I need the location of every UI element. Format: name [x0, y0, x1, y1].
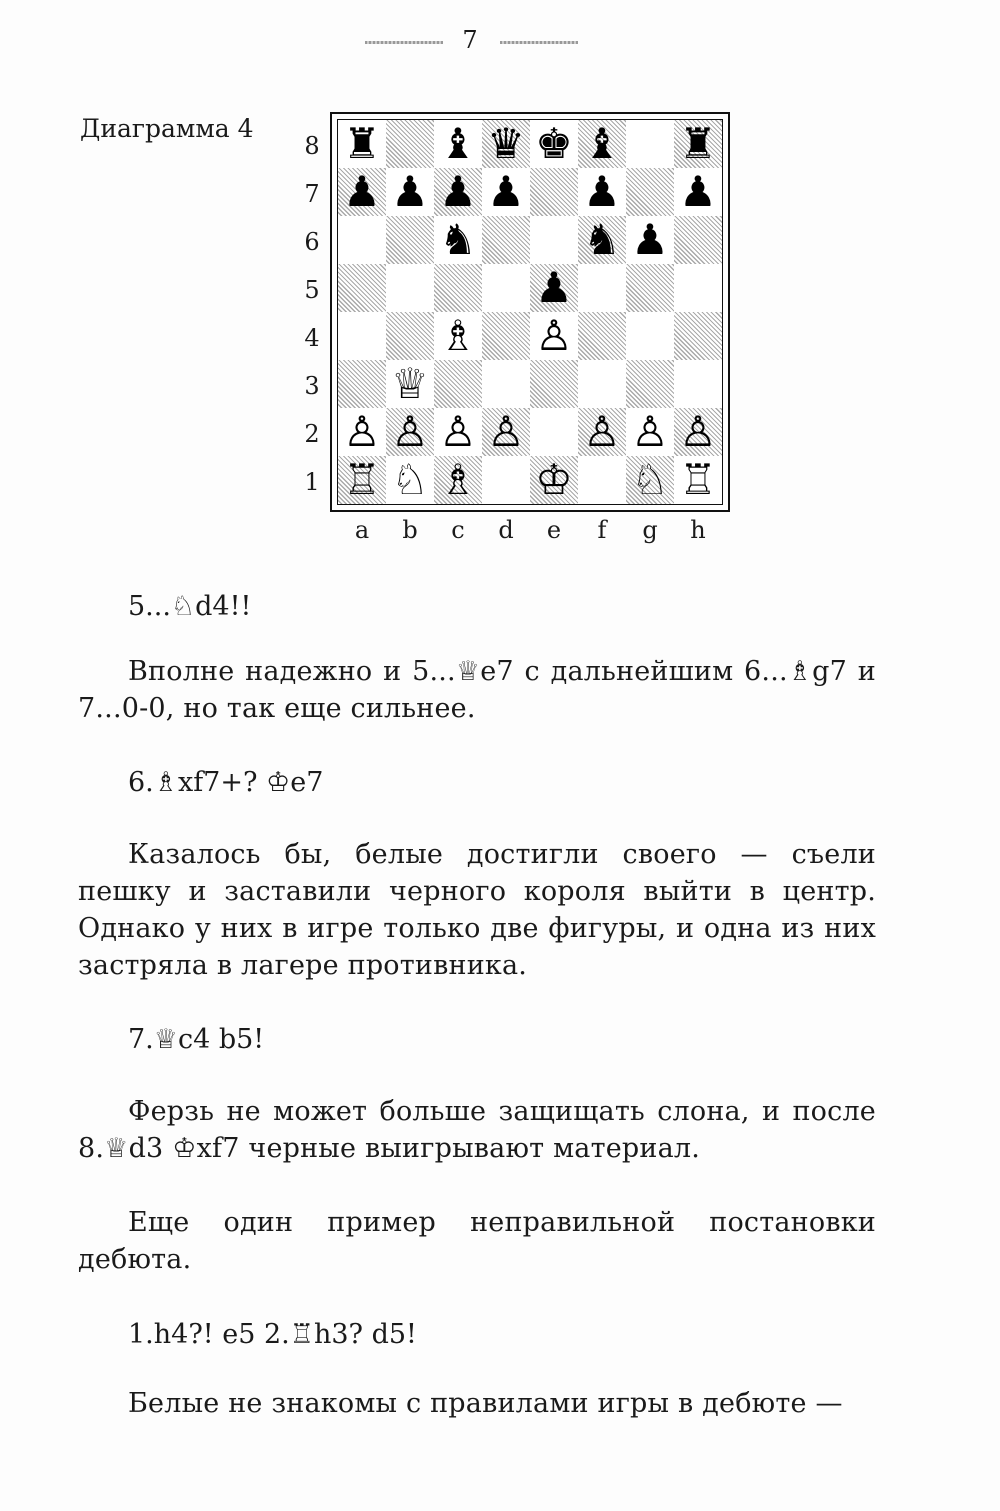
- square-c2: [434, 408, 482, 456]
- square-h8: [674, 120, 722, 168]
- rank-label-4: 4: [304, 324, 320, 352]
- square-e4: [530, 312, 578, 360]
- square-f1: [578, 456, 626, 504]
- square-d3: [482, 360, 530, 408]
- piece-h7: ♟: [679, 167, 717, 216]
- square-d1: [482, 456, 530, 504]
- square-e2: [530, 408, 578, 456]
- square-h3: [674, 360, 722, 408]
- square-f4: [578, 312, 626, 360]
- square-b5: [386, 264, 434, 312]
- square-c4: [434, 312, 482, 360]
- square-f7: [578, 168, 626, 216]
- square-b1: [386, 456, 434, 504]
- square-f6: [578, 216, 626, 264]
- square-g1: [626, 456, 674, 504]
- piece-g6: ♟: [631, 215, 669, 264]
- square-c6: [434, 216, 482, 264]
- square-e3: [530, 360, 578, 408]
- square-d4: [482, 312, 530, 360]
- file-label-e: e: [546, 516, 562, 544]
- square-e6: [530, 216, 578, 264]
- board-grid: [337, 119, 723, 505]
- piece-c1: ♗: [439, 455, 477, 504]
- square-c1: [434, 456, 482, 504]
- square-b8: [386, 120, 434, 168]
- square-f8: [578, 120, 626, 168]
- move-line-3: 7.♕c4 b5!: [128, 1024, 265, 1055]
- square-a4: [338, 312, 386, 360]
- file-label-c: c: [451, 516, 465, 544]
- square-f5: [578, 264, 626, 312]
- square-g4: [626, 312, 674, 360]
- rank-label-8: 8: [304, 132, 320, 160]
- square-b4: [386, 312, 434, 360]
- piece-a2: ♙: [343, 407, 381, 456]
- square-e1: [530, 456, 578, 504]
- paragraph-3: Ферзь не может больше защищать слона, и после 8.♕d3 ♔xf7 черные выигрывают материал.: [78, 1096, 876, 1164]
- square-d6: [482, 216, 530, 264]
- square-h2: [674, 408, 722, 456]
- square-h6: [674, 216, 722, 264]
- square-b3: [386, 360, 434, 408]
- square-f2: [578, 408, 626, 456]
- square-g3: [626, 360, 674, 408]
- piece-f2: ♙: [583, 407, 621, 456]
- square-e5: [530, 264, 578, 312]
- square-e8: [530, 120, 578, 168]
- piece-e1: ♔: [535, 455, 573, 504]
- square-a3: [338, 360, 386, 408]
- square-c5: [434, 264, 482, 312]
- paragraph-5: Белые не знакомы с правилами игры в дебюте —: [128, 1388, 843, 1419]
- piece-b7: ♟: [391, 167, 429, 216]
- square-c7: [434, 168, 482, 216]
- square-h7: [674, 168, 722, 216]
- rank-label-7: 7: [304, 180, 320, 208]
- square-h1: [674, 456, 722, 504]
- square-g7: [626, 168, 674, 216]
- rank-label-1: 1: [304, 468, 320, 496]
- piece-h1: ♖: [679, 455, 717, 504]
- square-g5: [626, 264, 674, 312]
- move-line-2: 6.♗xf7+? ♔e7: [128, 767, 324, 798]
- piece-e8: ♚: [535, 119, 573, 168]
- square-b2: [386, 408, 434, 456]
- square-d5: [482, 264, 530, 312]
- move-line-1: 5...♘d4!!: [128, 591, 252, 622]
- square-d7: [482, 168, 530, 216]
- piece-f6: ♞: [583, 215, 621, 264]
- square-b6: [386, 216, 434, 264]
- piece-c6: ♞: [439, 215, 477, 264]
- piece-g2: ♙: [631, 407, 669, 456]
- square-h5: [674, 264, 722, 312]
- square-f3: [578, 360, 626, 408]
- square-b7: [386, 168, 434, 216]
- square-h4: [674, 312, 722, 360]
- square-a5: [338, 264, 386, 312]
- square-a6: [338, 216, 386, 264]
- square-a2: [338, 408, 386, 456]
- square-c8: [434, 120, 482, 168]
- piece-c2: ♙: [439, 407, 477, 456]
- paragraph-2: Казалось бы, белые достигли своего — съели пешку и заставили черного короля выйти в центр. Однако у них в игре только две фигуры, и одна из них застряла в лагере противника.: [78, 839, 876, 981]
- piece-c8: ♝: [439, 119, 477, 168]
- rank-label-6: 6: [304, 228, 320, 256]
- piece-f8: ♝: [583, 119, 621, 168]
- file-label-g: g: [642, 516, 658, 544]
- rank-label-3: 3: [304, 372, 320, 400]
- piece-h8: ♜: [679, 119, 717, 168]
- piece-g1: ♘: [631, 455, 669, 504]
- piece-d2: ♙: [487, 407, 525, 456]
- file-label-b: b: [402, 516, 418, 544]
- piece-c4: ♗: [439, 311, 477, 360]
- square-a7: [338, 168, 386, 216]
- square-e7: [530, 168, 578, 216]
- piece-e5: ♟: [535, 263, 573, 312]
- piece-b2: ♙: [391, 407, 429, 456]
- paragraph-4: Еще один пример неправильной постановки дебюта.: [78, 1207, 876, 1275]
- file-label-f: f: [597, 516, 607, 544]
- piece-d8: ♛: [487, 119, 525, 168]
- piece-f7: ♟: [583, 167, 621, 216]
- piece-h2: ♙: [679, 407, 717, 456]
- chess-board: [330, 112, 730, 512]
- piece-a8: ♜: [343, 119, 381, 168]
- paragraph-1: Вполне надежно и 5...♕e7 с дальнейшим 6...♗g7 и 7...0-0, но так еще сильнее.: [78, 656, 876, 724]
- file-label-h: h: [690, 516, 706, 544]
- header-rule-right: [500, 41, 578, 44]
- diagram-label: Диаграмма 4: [80, 114, 254, 143]
- piece-d7: ♟: [487, 167, 525, 216]
- square-g6: [626, 216, 674, 264]
- rank-label-5: 5: [304, 276, 320, 304]
- file-label-a: a: [354, 516, 370, 544]
- piece-b1: ♘: [391, 455, 429, 504]
- piece-c7: ♟: [439, 167, 477, 216]
- move-line-4: 1.h4?! e5 2.♖h3? d5!: [128, 1319, 417, 1350]
- square-c3: [434, 360, 482, 408]
- square-d2: [482, 408, 530, 456]
- piece-a7: ♟: [343, 167, 381, 216]
- piece-b3: ♕: [391, 359, 429, 408]
- square-a8: [338, 120, 386, 168]
- rank-label-2: 2: [304, 420, 320, 448]
- piece-e4: ♙: [535, 311, 573, 360]
- square-g8: [626, 120, 674, 168]
- header-rule-left: [365, 41, 443, 44]
- file-label-d: d: [498, 516, 514, 544]
- square-d8: [482, 120, 530, 168]
- square-g2: [626, 408, 674, 456]
- piece-a1: ♖: [343, 455, 381, 504]
- page-number: 7: [462, 26, 478, 54]
- square-a1: [338, 456, 386, 504]
